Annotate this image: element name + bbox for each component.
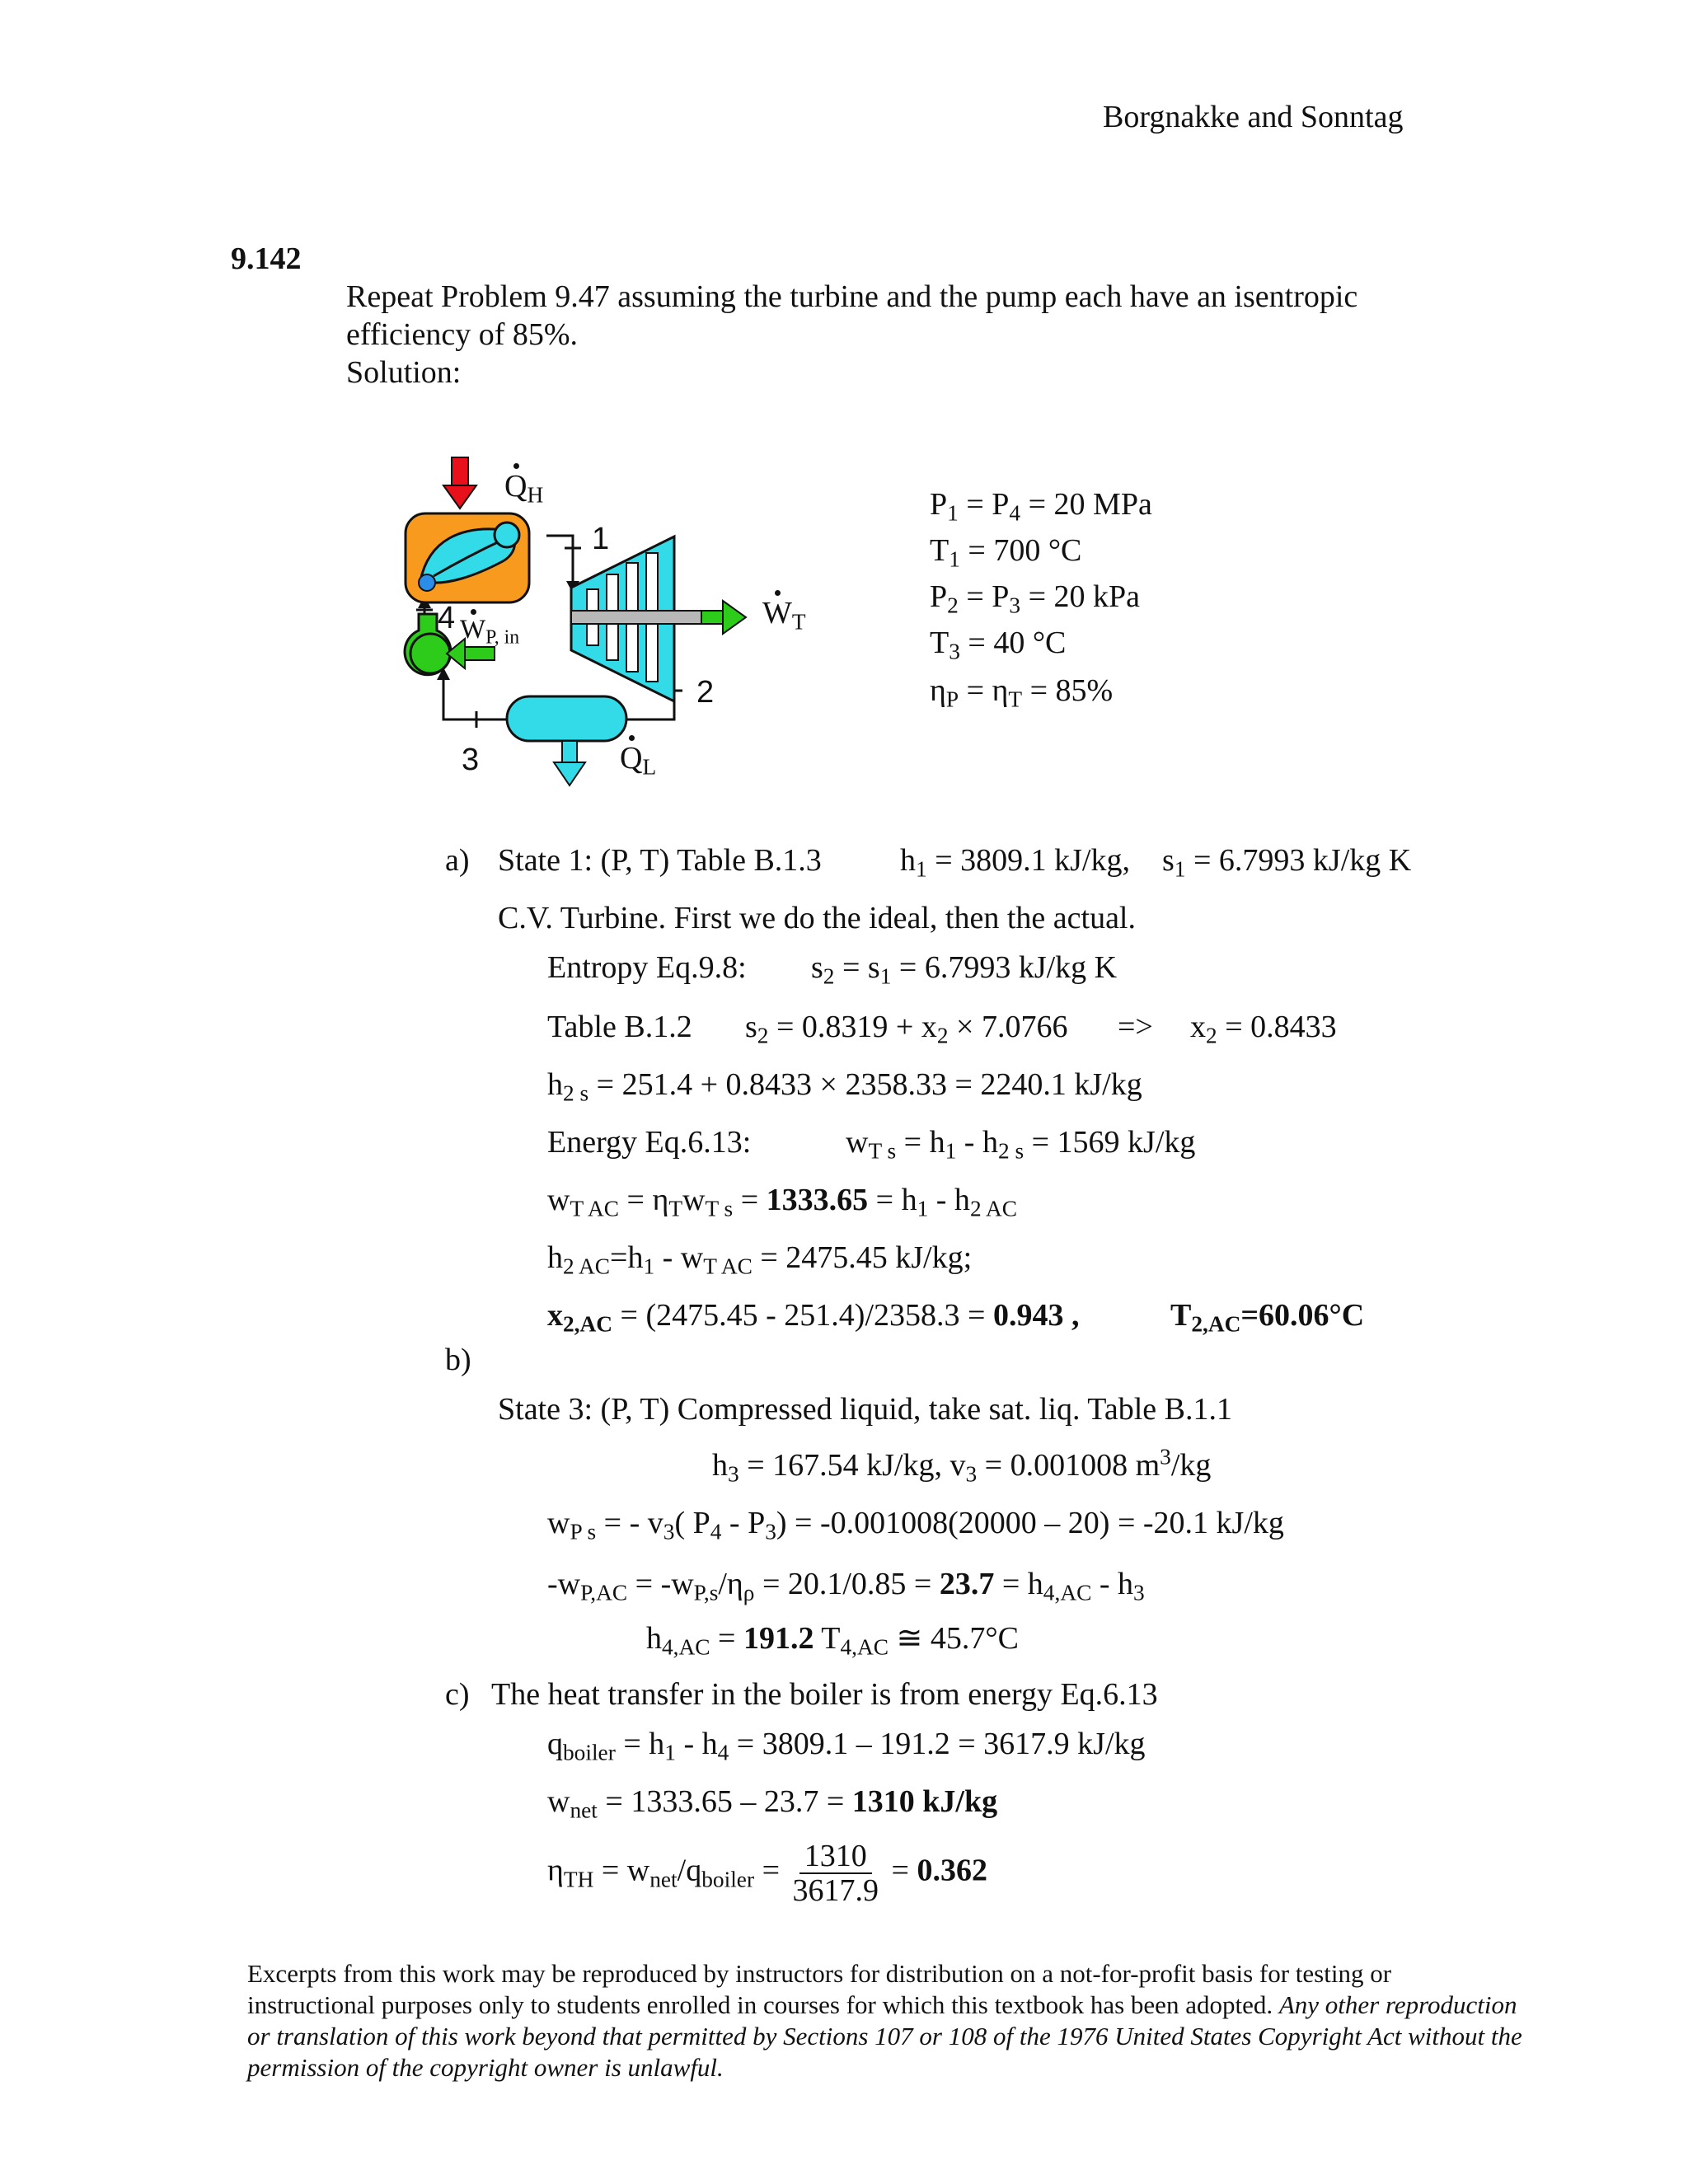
part-a-t2ac: $T_{2,AC}=60.06^\circ C$: [1170, 1298, 1365, 1337]
part-a-table-label: Table B.1.2: [547, 1010, 692, 1044]
part-a-h2ac: $h_{2 AC}=h_1 - w_{T AC} = 2475.45$ kJ/kg;: [547, 1240, 973, 1279]
part-b-h3-v3: $h_3 = 167.54$ kJ/kg, $v_3 = 0.001008$ $m^3/kg$: [712, 1444, 1212, 1487]
part-a-cv: C.V. Turbine. First we do the ideal, then the actual.: [498, 901, 1136, 935]
part-c-qboiler: $q_{boiler} = h_1 - h_4 = 3809.1 - 191.2 = 3617.9$ kJ/kg: [547, 1727, 1146, 1765]
heat-out-arrow: [554, 741, 585, 785]
part-a-x2ac: $x_{2,AC} = (2475.45 - 251.4)/2358.3 = 0.943$ ,: [547, 1298, 1080, 1337]
given-line-5: $\eta_P = \eta_T = 85\%$: [930, 673, 1114, 712]
part-b-wpac: $-w_{P,AC} = -w_{P,s}/\eta_\rho = 20.1/0.85 = 23.7 = h_{4,AC} - h_3$: [547, 1567, 1145, 1605]
part-c-intro: The heat transfer in the boiler is from energy Eq.6.13: [491, 1677, 1158, 1712]
part-a-x2: $x_2 = 0.8433$: [1190, 1010, 1337, 1048]
diagram-label-state1: 1: [592, 522, 610, 556]
part-a-energy-label: Energy Eq.6.13:: [547, 1125, 752, 1160]
part-a-h1: $h_1 = 3809.1$ kJ/kg,: [900, 843, 1130, 882]
part-a-s1: $s_1 = 6.7993$ kJ/kg K: [1162, 843, 1412, 882]
turbine-work-arrow: [701, 601, 746, 634]
problem-statement-line2: efficiency of 85%.: [346, 317, 579, 352]
part-a-state1: State 1: (P, T) Table B.1.3: [498, 843, 822, 878]
part-c-efficiency: $\eta_{TH} = w_{net}/q_{boiler}$ = $\frac{1310}{3617.9}$ = 0.362: [547, 1839, 987, 1908]
boiler: [406, 513, 529, 602]
part-c-wnet: $w_{net} = 1333.65 - 23.7 = 1310$ kJ/kg: [547, 1784, 998, 1823]
diagram-label-ql: $Q_L$: [620, 741, 657, 780]
diagram-label-state2: 2: [696, 675, 715, 710]
part-a-h2s: $h_{2 s} = 251.4 + 0.8433 \times 2358.33 = 2240.1$ kJ/kg: [547, 1067, 1142, 1106]
heat-in-arrow: [443, 457, 476, 509]
diagram-label-qh: $Q_H$: [504, 469, 544, 508]
given-line-1: $P_1 = P_4 = 20$ MPa: [930, 487, 1152, 526]
part-b-state3: State 3: (P, T) Compressed liquid, take sat. liq. Table B.1.1: [498, 1392, 1232, 1427]
diagram-label-wp: $W_{P, in}$: [460, 615, 520, 649]
part-a-arrow: =>: [1118, 1010, 1153, 1044]
given-line-2: $T_1 = 700$ °C: [930, 533, 1082, 572]
given-line-4: $T_3 = 40$ °C: [930, 626, 1067, 664]
part-a-entropy-eq: $s_2 = s_1 = 6.7993$ kJ/kg K: [811, 950, 1118, 989]
efficiency-fraction: $\frac{1310}{3617.9}$: [792, 1839, 879, 1908]
part-b-h4ac: $h_{4,AC} = 191.2$ $T_{4,AC}$ ≅ 45.7°C: [646, 1621, 1019, 1660]
part-a-label: a): [445, 843, 470, 878]
part-c-label: c): [445, 1677, 470, 1712]
given-line-3: $P_2 = P_3 = 20$ kPa: [930, 579, 1141, 618]
part-a-energy-eq: $w_{T s} = h_1 - h_{2 s} = 1569$ kJ/kg: [846, 1125, 1196, 1164]
diagram-label-state3: 3: [462, 743, 480, 777]
part-b-label: b): [445, 1343, 471, 1377]
turbine: [571, 537, 701, 701]
part-a-entropy-label: Entropy Eq.9.8:: [547, 950, 747, 985]
part-b-wps: $w_{P s}$ = - $v_3$( $P_4 - P_3) = -0.001008(20000 - 20) = -20.1$ kJ/kg: [547, 1506, 1284, 1544]
part-a-wt-actual: $w_{T AC} = \eta_Tw_{T s} = 1333.65 = h_1 - h_{2 AC}$: [547, 1183, 1017, 1221]
page-header-author: Borgnakke and Sonntag: [1103, 100, 1404, 134]
copyright-notice: Excerpts from this work may be reproduced by instructors for distribution on a not-for-profit basis for testing or instructional purposes only to students enrolled in courses for which this textbook has been adopted. Any other reproduction or translation of this work beyond that permitted by Sections 107 or 108 of the 1976 United States Copyright Act without the permission of the copyright owner is unlawful.: [247, 1959, 1522, 2082]
condenser: [507, 696, 626, 741]
problem-statement-line1: Repeat Problem 9.47 assuming the turbine and the pump each have an isentropic: [346, 279, 1358, 314]
diagram-label-state4: 4: [438, 601, 456, 635]
part-a-table-eq: $s_2 = 0.8319 + x_2 \times 7.0766$: [745, 1010, 1068, 1048]
solution-label: Solution:: [346, 355, 462, 390]
problem-number: 9.142: [231, 241, 302, 276]
diagram-label-wt: $W_T$: [762, 596, 806, 635]
